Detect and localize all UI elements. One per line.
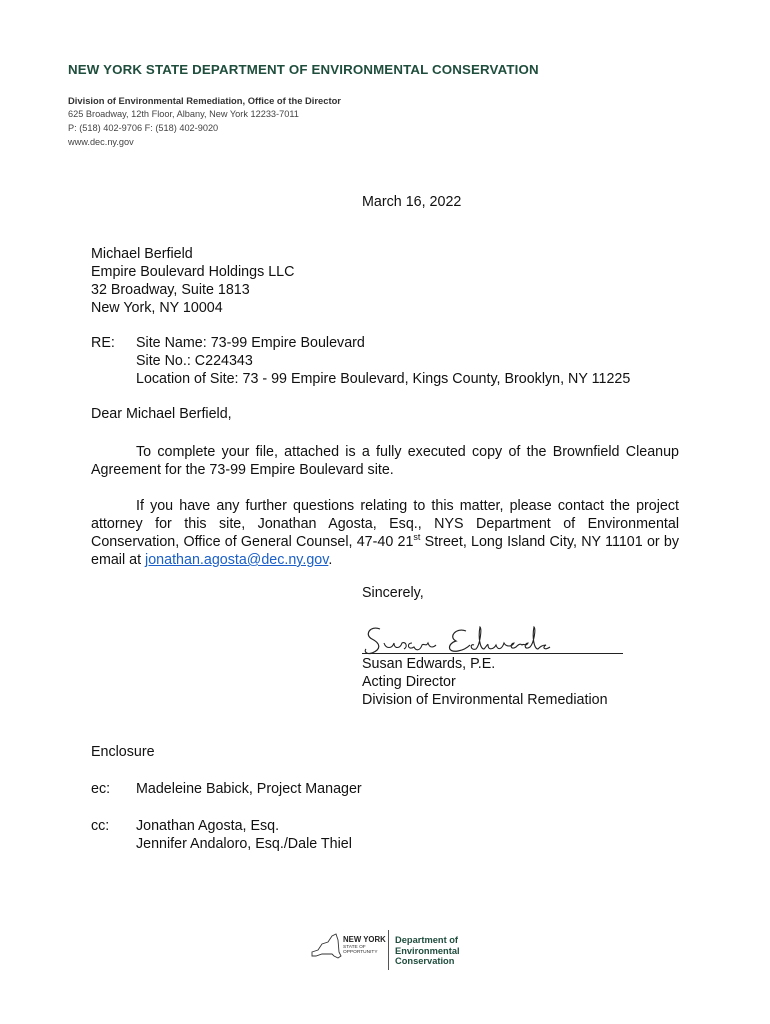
recipient-address-block (91, 245, 294, 317)
ec-recipient: Madeleine Babick, Project Manager (136, 781, 362, 797)
footer-dept-line: Conservation (395, 956, 455, 966)
signer-block (362, 655, 608, 709)
attorney-email-link[interactable]: jonathan.agosta@dec.ny.gov (145, 552, 329, 568)
cc-recipients (136, 817, 352, 853)
letter-date: March 16, 2022 (362, 194, 462, 210)
signer-division: Division of Environmental Remediation (362, 692, 608, 708)
division-name: Division of Environmental Remediation, Office of the Director (68, 95, 341, 106)
new-york-state-outline-icon (308, 930, 344, 966)
re-details (136, 334, 630, 388)
paragraph-2-end: . (328, 552, 333, 568)
paragraph-2 (91, 497, 679, 569)
agency-phone-fax: P: (518) 402-9706 F: (518) 402-9020 (68, 123, 219, 133)
agency-name: NEW YORK STATE DEPARTMENT OF ENVIRONMENTAL CONSERVATION (68, 62, 539, 77)
footer-tagline: STATE OF OPPORTUNITY (343, 945, 378, 955)
ordinal-superscript: st (413, 532, 421, 543)
footer-dept-line: Environmental (395, 945, 460, 956)
cc-recipient: Jonathan Agosta, Esq. (136, 818, 280, 834)
footer-dept-line: Department of (395, 935, 459, 945)
agency-address: 625 Broadway, 12th Floor, Albany, New York 12233-7011 (68, 109, 299, 119)
closing: Sincerely, (362, 585, 424, 601)
signature-line (362, 653, 623, 654)
footer-state-name: NEW YORK (343, 935, 386, 944)
enclosure-note: Enclosure (91, 744, 155, 760)
paragraph-1 (91, 443, 679, 479)
recipient-city: New York, NY 10004 (91, 300, 223, 316)
footer-divider (388, 930, 389, 970)
recipient-name: Michael Berfield (91, 246, 193, 262)
re-site-location: Location of Site: 73 - 99 Empire Boulevard, Kings County, Brooklyn, NY 11225 (136, 371, 631, 387)
agency-website: www.dec.ny.gov (68, 137, 134, 147)
signer-name: Susan Edwards, P.E. (362, 656, 496, 672)
signer-title: Acting Director (362, 674, 456, 690)
cc-label: cc: (91, 818, 110, 834)
salutation: Dear Michael Berfield, (91, 406, 232, 422)
paragraph-1-text: To complete your file, attached is a fully executed copy of the Brownfield Cleanup Agreement for the 73-99 Empire Boulevard site. (91, 444, 679, 478)
re-site-number: Site No.: C224343 (136, 353, 253, 369)
footer-department-name (395, 935, 460, 967)
paragraph-2-text-a: If you have any further questions relating to this matter, please contact the project attorney for this site, Jonathan Agosta, Esq., NYS Department of Environmental Conservation, Office of General Counsel, 47-40 21 (91, 498, 679, 550)
cc-recipient: Jennifer Andaloro, Esq./Dale Thiel (136, 836, 352, 852)
paragraph-2-text-b: Street, Long Island City, NY 11101 or by email at (91, 534, 680, 568)
handwritten-signature (362, 617, 624, 657)
recipient-company: Empire Boulevard Holdings LLC (91, 264, 295, 280)
recipient-street: 32 Broadway, Suite 1813 (91, 282, 250, 298)
re-site-name: Site Name: 73-99 Empire Boulevard (136, 335, 365, 351)
re-label: RE: (91, 335, 115, 351)
ec-label: ec: (91, 781, 111, 797)
